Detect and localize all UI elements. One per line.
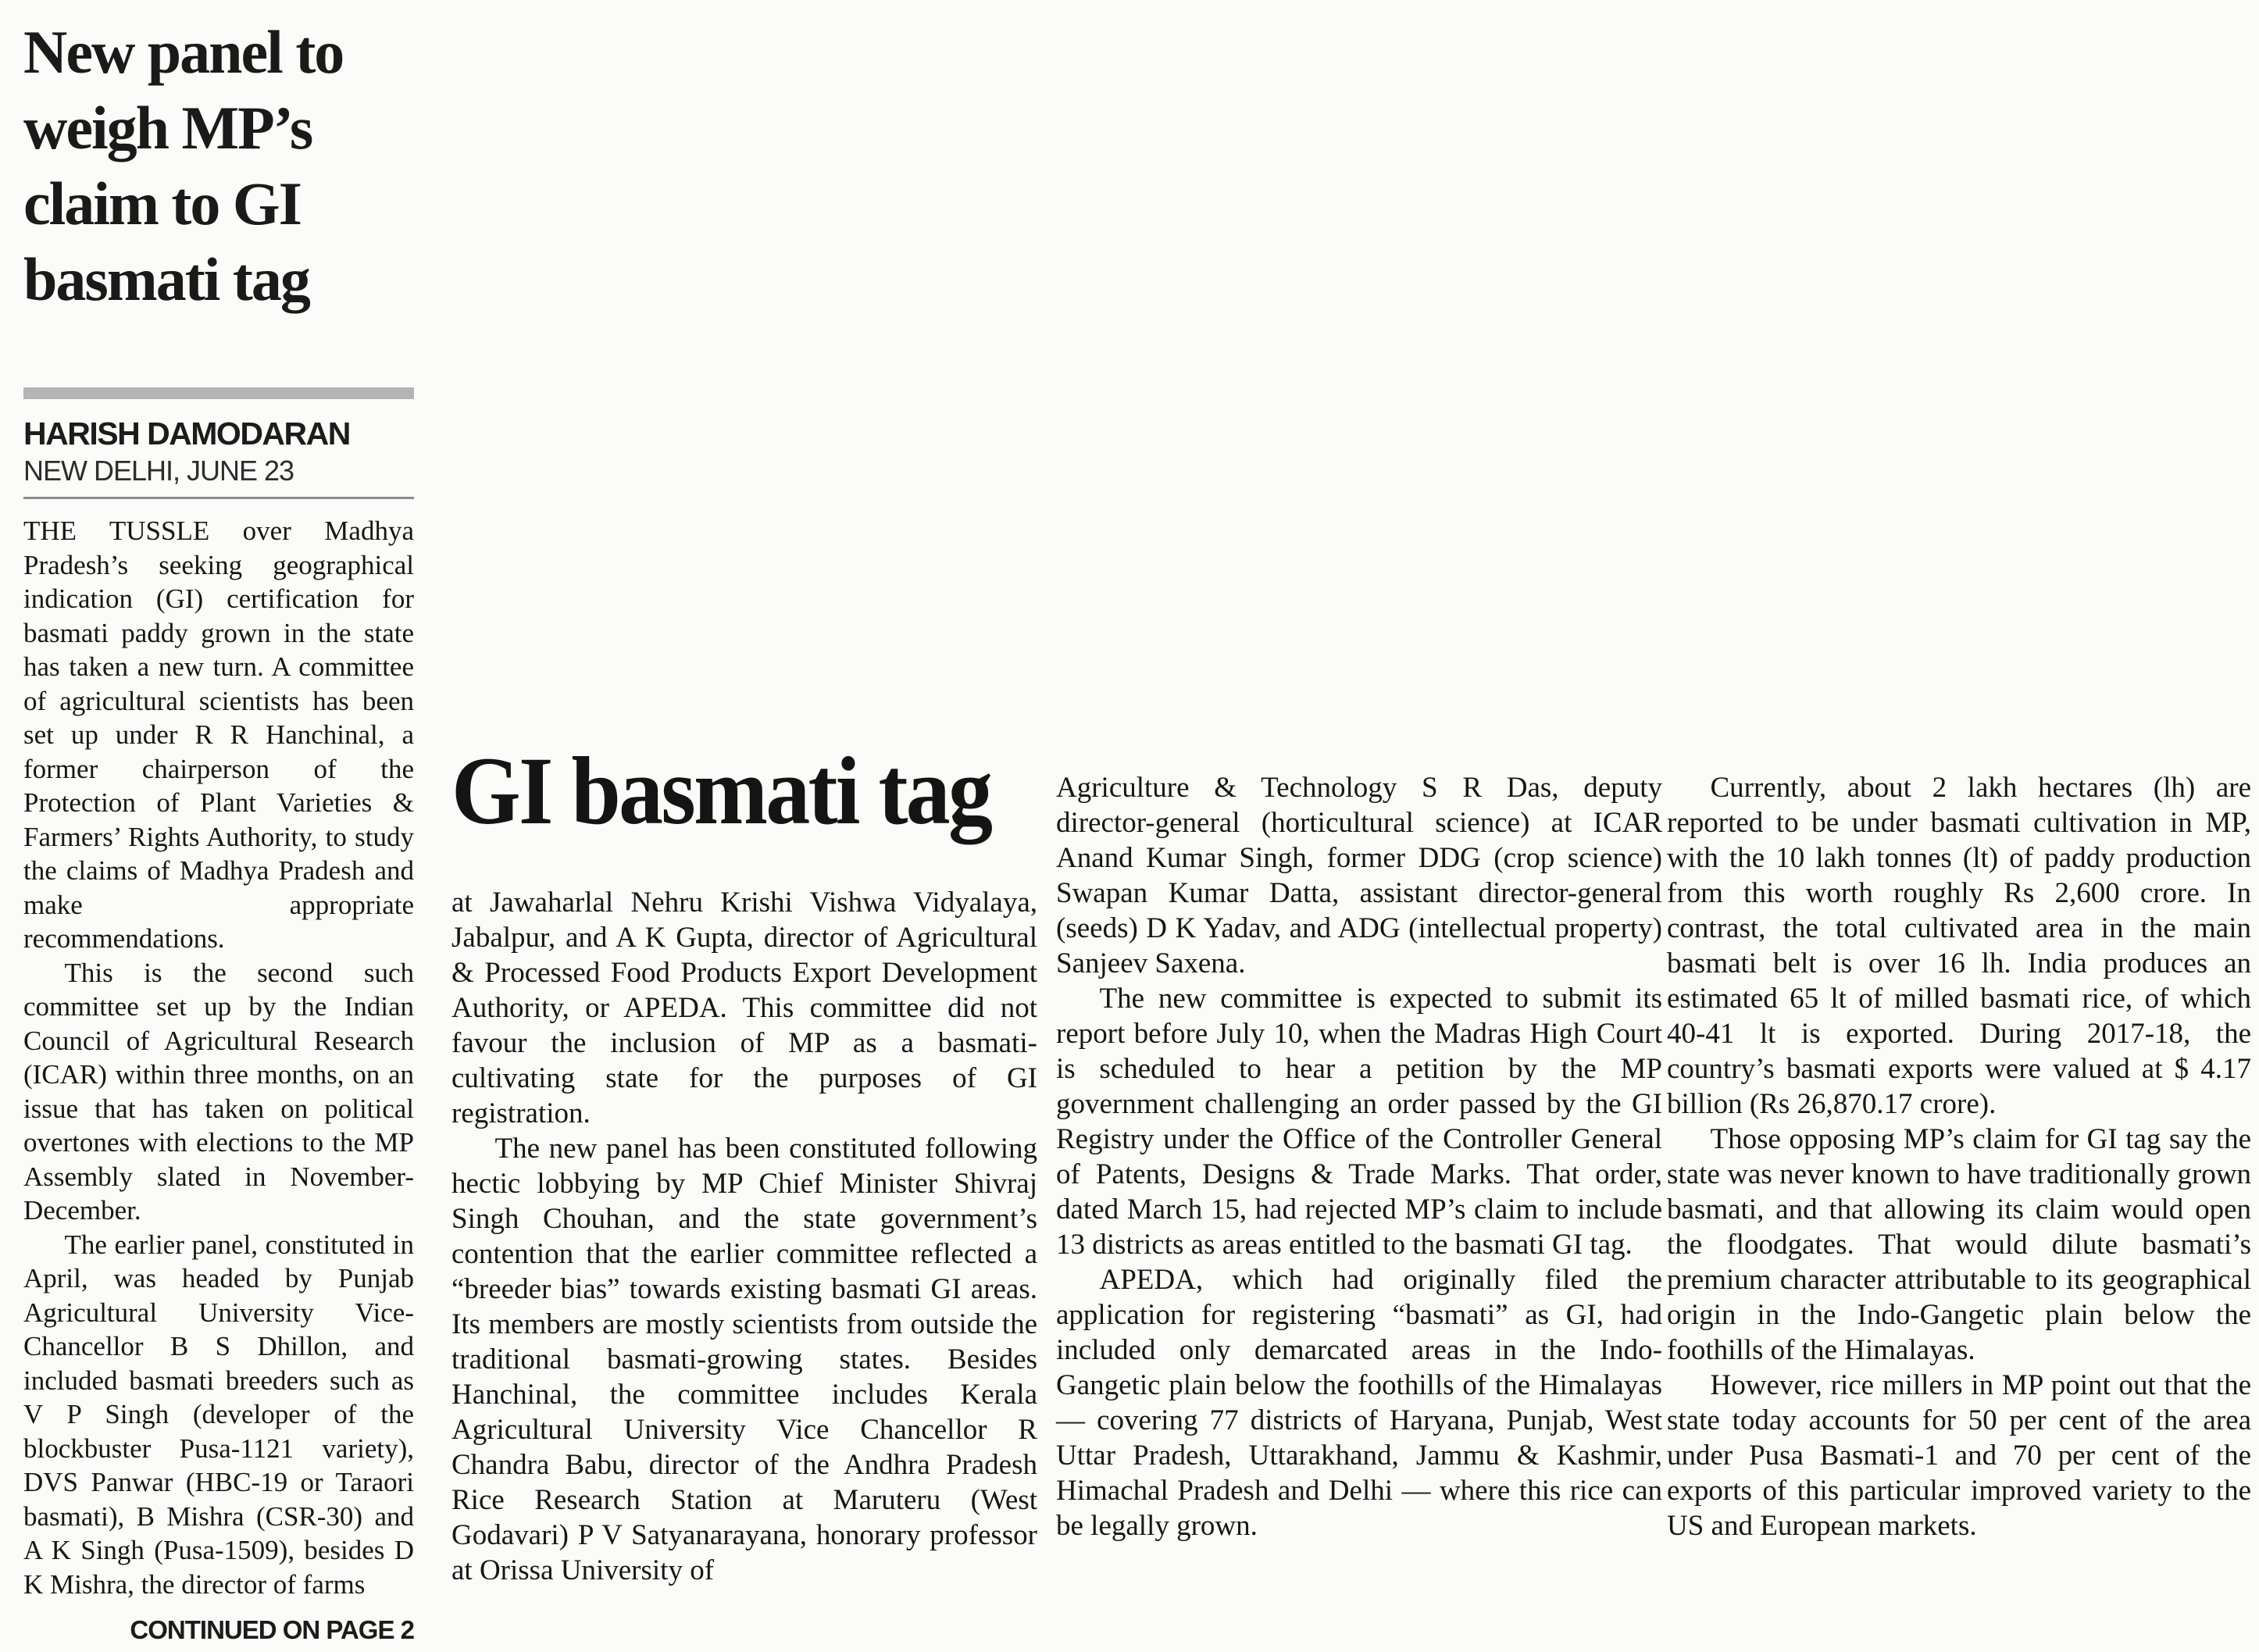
- article-paragraph: The new committee is expected to submit its report before July 10, when the Madras High Court is scheduled to hear a petition by the MP government challenging an order passed by the GI Registry under the Office of the Controller General of Patents, Designs & Trade Marks. That order, dated March 15, had rejected MP’s claim to include 13 districts as areas entitled to the basmati GI tag.: [1056, 983, 1662, 1261]
- jump-headline: GI basmati tag: [451, 737, 991, 844]
- lead-paragraph: THE TUSSLE over Madhya Pradesh’s seeking geographical indication (GI) certification for basmati paddy grown in the state has taken a new turn. A committee of agricultural scientists has been set up under R R Hanchinal, a former chairperson of the Protection of Plant Varieties & Farmers’ Rights Authority, to study the claims of Madhya Pradesh and make appropriate recommendations.: [23, 516, 414, 954]
- article-paragraph: Those opposing MP’s claim for GI tag say the state was never known to have traditionally grown basmati, and that allowing its claim would open the floodgates. That would dilute basmati’s premium character attributable to its geographical origin in the Indo-Gangetic plain below the foothills of the Himalayas.: [1667, 1123, 2251, 1366]
- article-paragraph: APEDA, which had originally filed the application for registering “basmati” as GI, had included only demarcated areas in the Indo-Gangetic plain below the foothills of the Himalayas — covering 77 districts of Haryana, Punjab, West Uttar Pradesh, Uttarakhand, Jammu & Kashmir, Himachal Pradesh and Delhi — where this rice can be legally grown.: [1056, 1264, 1662, 1542]
- article-paragraph: The new panel has been constituted following hectic lobbying by MP Chief Minister Shivraj Singh Chouhan, and the state government’s contention that the earlier committee reflected a “breeder bias” towards existing basmati GI areas. Its members are mostly scientists from outside the traditional basmati-growing states. Besides Hanchinal, the committee includes Kerala Agricultural University Vice Chancellor R Chandra Babu, director of the Andhra Pradesh Rice Research Station at Maruteru (West Godavari) P V Satyanarayana, honorary professor at Orissa University of: [451, 1133, 1037, 1586]
- article-paragraph: Agriculture & Technology S R Das, deputy director-general (horticultural science) at ICAR Anand Kumar Singh, former DDG (crop science) Swapan Kumar Datta, assistant director-general (seeds) D K Yadav, and ADG (intellectual property) Sanjeev Saxena.: [1056, 772, 1662, 979]
- article-paragraph: Currently, about 2 lakh hectares (lh) are reported to be under basmati cultivation in MP, with the 10 lakh tonnes (lt) of paddy production from this worth roughly Rs 2,600 crore. In contrast, the total cultivated area in the main basmati belt is over 16 lh. India produces an estimated 65 lt of milled basmati rice, of which 40-41 lt is exported. During 2017-18, the country’s basmati exports were valued at $ 4.17 billion (Rs 26,870.17 crore).: [1667, 772, 2251, 1120]
- byline-divider-bar: [23, 387, 414, 399]
- lead-headline: New panel to weigh MP’s claim to GI basmati tag: [23, 18, 344, 313]
- jump-column-2: [1056, 770, 1662, 1543]
- lead-body: [23, 514, 414, 1601]
- article-paragraph: However, rice millers in MP point out that the state today accounts for 50 per cent of the area under Pusa Basmati-1 and 70 per cent of the exports of this particular improved variety to the US and European markets.: [1667, 1369, 2251, 1542]
- byline: HARISH DAMODARAN: [23, 416, 350, 451]
- article-paragraph: at Jawaharlal Nehru Krishi Vishwa Vidyalaya, Jabalpur, and A K Gupta, director of Agricultural & Processed Food Products Export Development Authority, or APEDA. This committee did not favour the inclusion of MP as a basmati-cultivating state for the purposes of GI registration.: [451, 887, 1037, 1129]
- lead-paragraph: The earlier panel, constituted in April, was headed by Punjab Agricultural University Vice-Chancellor B S Dhillon, and included basmati breeders such as V P Singh (developer of the blockbuster Pusa-1121 variety), DVS Panwar (HBC-19 or Taraori basmati), B Mishra (CSR-30) and A K Singh (Pusa-1509), besides D K Mishra, the director of farms: [23, 1229, 414, 1600]
- jump-column-3: [1667, 770, 2251, 1543]
- dateline-rule: [23, 497, 414, 499]
- dateline: NEW DELHI, JUNE 23: [23, 455, 294, 487]
- lead-paragraph: This is the second such committee set up by the Indian Council of Agricultural Research (ICAR) within three months, on an issue that has taken on political overtones with elections to the MP Assembly slated in November-December.: [23, 957, 414, 1226]
- continued-on-page-notice: CONTINUED ON PAGE 2: [130, 1615, 414, 1644]
- jump-column-1: [451, 885, 1037, 1588]
